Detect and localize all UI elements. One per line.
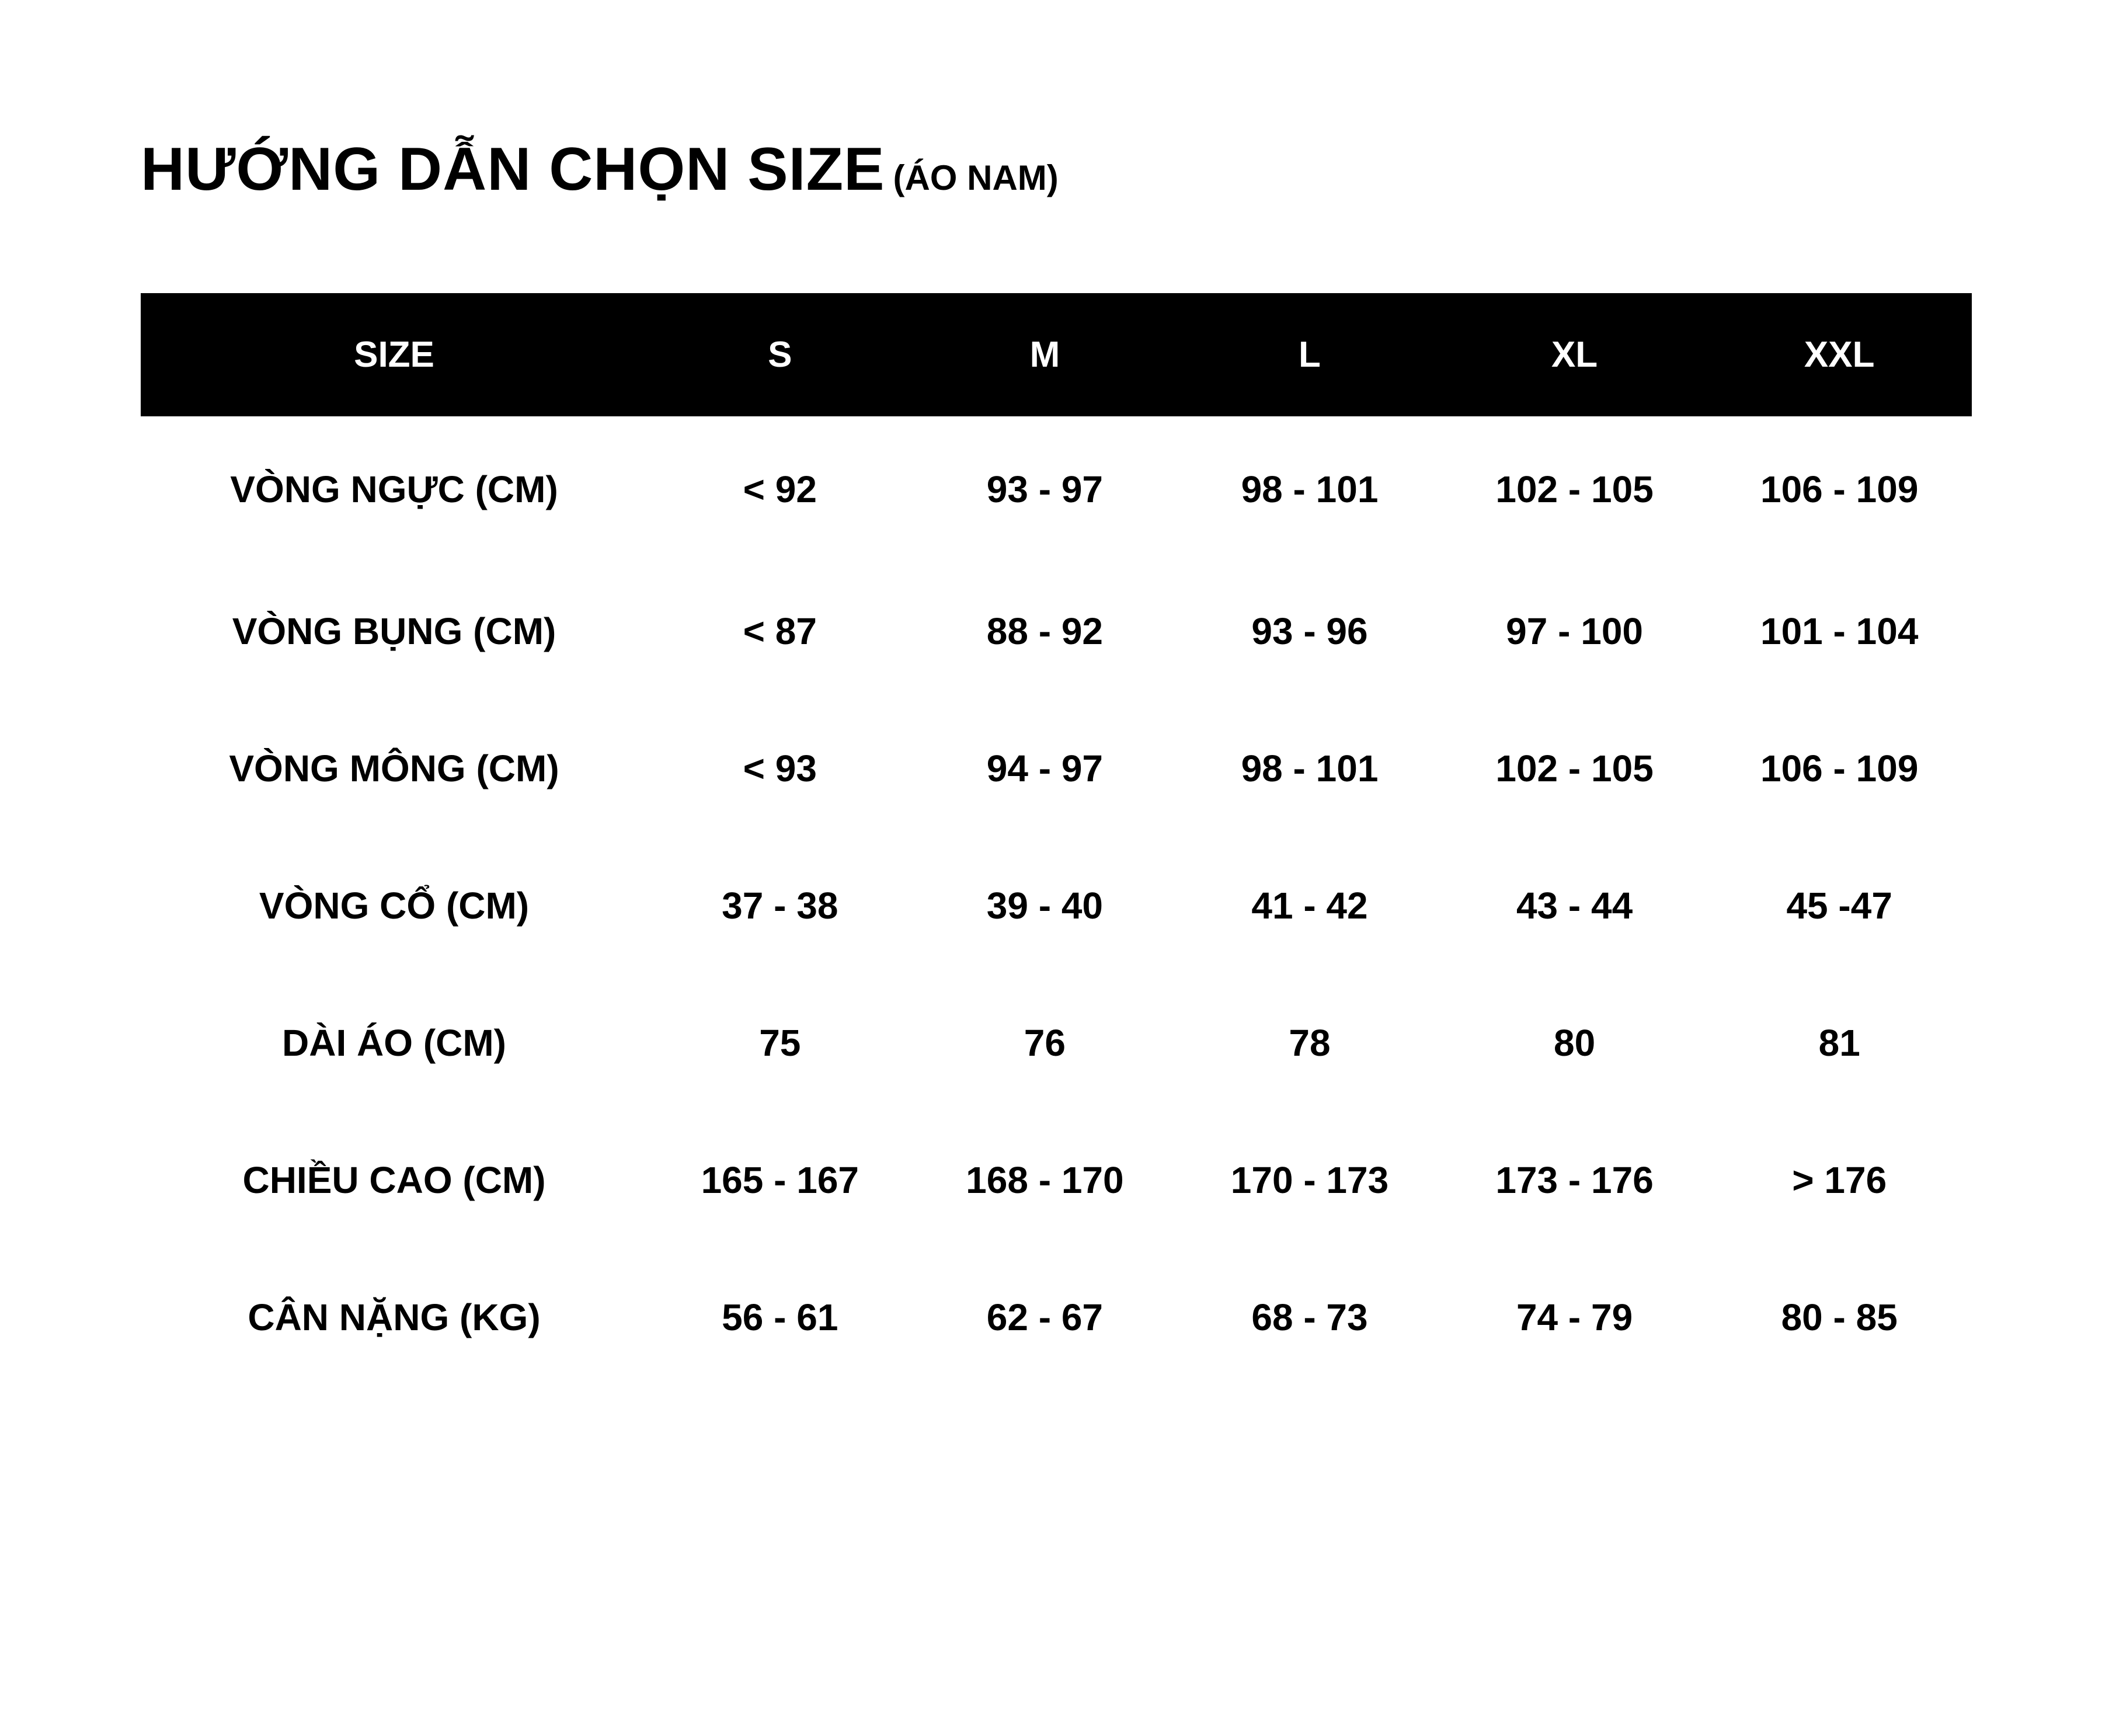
table-cell: 80 - 85 [1781,1296,1898,1338]
table-cell: < 92 [743,468,817,510]
table-cell: 106 - 109 [1760,468,1919,510]
table-cell: 80 [1553,1021,1596,1064]
row-label: VÒNG CỔ (CM) [259,884,530,927]
table-cell: 98 - 101 [1241,747,1379,789]
page-title-subtitle: (ÁO NAM) [893,158,1059,197]
table-cell: 56 - 61 [722,1296,838,1338]
table-cell: 170 - 173 [1230,1159,1389,1201]
table-cell: 106 - 109 [1760,747,1919,789]
table-cell: 45 -47 [1786,884,1892,927]
table-cell: < 87 [743,610,817,652]
table-cell: 74 - 79 [1516,1296,1633,1338]
table-cell: 173 - 176 [1495,1159,1654,1201]
row-label: CHIỀU CAO (CM) [242,1159,546,1201]
table-cell: 165 - 167 [701,1159,859,1201]
row-label: VÒNG BỤNG (CM) [232,610,556,652]
table-row-height [141,1111,1972,1248]
table-cell: 41 - 42 [1251,884,1368,927]
table-cell: 94 - 97 [986,747,1104,789]
row-label: VÒNG MÔNG (CM) [229,747,559,789]
header-size-l: L [1299,335,1321,375]
table-row-length [141,974,1972,1111]
table-cell: 78 [1289,1021,1331,1064]
table-cell: 168 - 170 [966,1159,1124,1201]
table-cell: 43 - 44 [1516,884,1633,927]
row-label: DÀI ÁO (CM) [282,1021,506,1064]
size-chart-table [141,293,1972,1386]
table-cell: 39 - 40 [986,884,1104,927]
page-title-main: HƯỚNG DẪN CHỌN SIZE [141,135,885,203]
header-size-label: SIZE [354,335,434,375]
table-cell: 88 - 92 [986,610,1104,652]
table-cell: 75 [759,1021,801,1064]
table-cell: 101 - 104 [1760,610,1919,652]
table-row-waist [141,562,1972,700]
table-header-row [141,293,1972,416]
table-cell: 93 - 96 [1251,610,1368,652]
table-row-hip [141,700,1972,837]
header-size-m: M [1029,335,1060,375]
table-cell: 97 - 100 [1506,610,1643,652]
table-row-weight [141,1248,1972,1386]
table-cell: 76 [1024,1021,1066,1064]
header-size-xl: XL [1551,335,1598,375]
table-cell: 68 - 73 [1251,1296,1368,1338]
table-cell: 93 - 97 [986,468,1104,510]
table-cell: < 93 [743,747,817,789]
page-title [141,135,1059,203]
table-row-chest [141,416,1972,562]
row-label: CÂN NẶNG (KG) [248,1296,541,1338]
header-size-s: S [768,335,792,375]
table-cell: 81 [1818,1021,1860,1064]
table-row-neck [141,837,1972,974]
table-cell: 62 - 67 [986,1296,1104,1338]
table-cell: 102 - 105 [1495,468,1654,510]
table-cell: 98 - 101 [1241,468,1379,510]
table-cell: 37 - 38 [722,884,838,927]
header-size-xxl: XXL [1804,335,1875,375]
table-cell: > 176 [1792,1159,1887,1201]
row-label: VÒNG NGỰC (CM) [230,468,558,510]
table-cell: 102 - 105 [1495,747,1654,789]
